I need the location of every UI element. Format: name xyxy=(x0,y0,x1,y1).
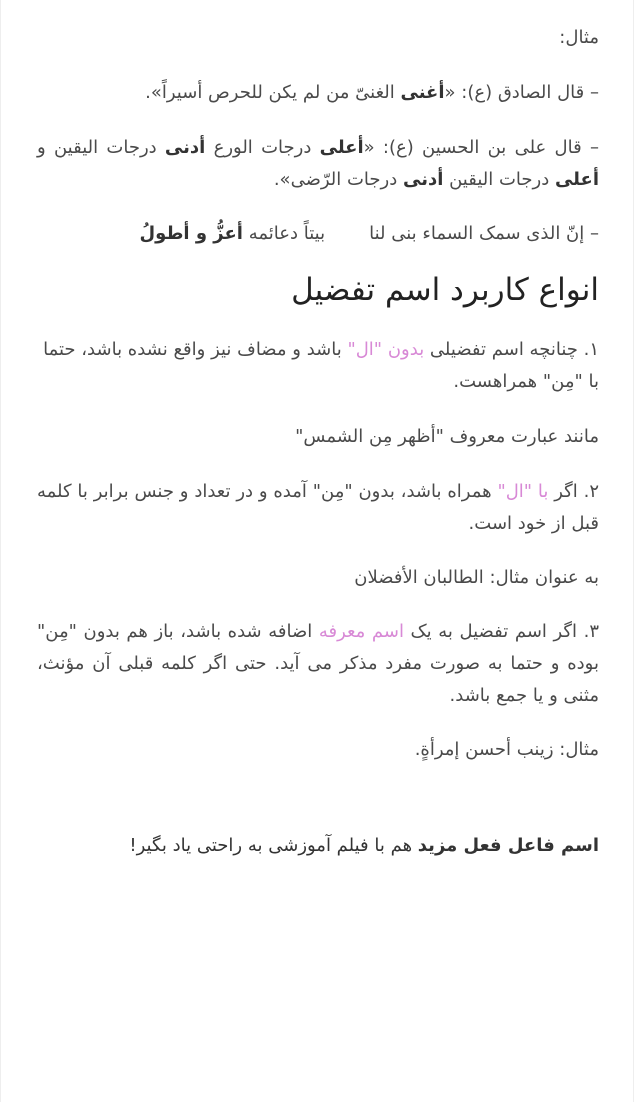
bold-word: أدنی xyxy=(402,169,444,190)
rule-1-example: مانند عبارت معروف "أظهر مِن الشمس" xyxy=(295,426,599,447)
rule-text: چنانچه اسم تفضیلی xyxy=(424,339,584,360)
highlight-text: اسم معرفه xyxy=(318,621,404,642)
rule-text: اضافه شده باشد، باز هم بدون "مِن" بوده و حتما به صورت مفرد مذکر می آید. حتی اگر کلمه قبلی آن مؤنث، مثنی و یا جمع باشد. xyxy=(37,621,599,706)
highlight-text: "ال" xyxy=(347,339,383,360)
rule-3 xyxy=(37,616,599,712)
rule-text: اگر اسم تفضیل به یک xyxy=(403,621,584,642)
highlight-text: بدون xyxy=(387,339,425,360)
promo-bold-text: اسم فاعل فعل مزید xyxy=(417,835,599,856)
section-heading: انواع کاربرد اسم تفضیل xyxy=(291,272,599,308)
bold-word: أدنی xyxy=(164,137,206,158)
poem-hemistich-1: – إنّ الذی سمک السماء بنی لنا xyxy=(369,223,599,244)
bold-word: أعلی xyxy=(319,137,364,158)
rule-number: ۳. xyxy=(583,621,599,642)
quote-text: درجات الرّضی». xyxy=(273,169,403,190)
promo-text: هم با فیلم آموزشی به راحتی یاد بگیر! xyxy=(129,835,418,856)
rule-1 xyxy=(37,334,599,398)
rule-number: ۲. xyxy=(583,481,599,502)
bold-word: أغنی xyxy=(400,82,445,103)
rule-number: ۱. xyxy=(583,339,599,360)
quote-sadiq xyxy=(37,77,599,109)
rule-2 xyxy=(37,476,599,540)
rule-2-example: به عنوان مثال: الطالبان الأفضلان xyxy=(354,567,599,588)
quote-text: – قال الصادق (ع): « xyxy=(444,82,599,103)
article-content xyxy=(37,22,599,862)
quote-text: درجات الیقین xyxy=(443,169,555,190)
quote-ali-ibn-husayn xyxy=(37,132,599,196)
rule-text: اگر xyxy=(548,481,584,502)
poem-hemistich-2: بیتاً دعائمه xyxy=(242,223,326,244)
quote-text: الغنیّ من لم یکن للحرص أسیراً». xyxy=(145,82,401,103)
bold-word: أعلی xyxy=(554,169,599,190)
example-label: مثال: xyxy=(559,27,599,48)
rule-text: همراه باشد، بدون "مِن" آمده و در تعداد و جنس برابر با کلمه قبل از خود است. xyxy=(37,481,599,534)
quote-text: درجات الورع xyxy=(205,137,320,158)
bold-word: أعزُّ و أطولُ xyxy=(139,223,243,244)
poem-verse xyxy=(37,218,599,250)
quote-text: درجات الیقین و xyxy=(37,137,165,158)
highlight-text: با xyxy=(537,481,549,502)
rule-3-example: مثال: زینب أحسن إمرأةٍ. xyxy=(414,739,599,760)
rule-text: باشد و مضاف نیز واقع نشده باشد، حتما با "مِن" همراهست. xyxy=(43,339,599,392)
footer-promo xyxy=(37,830,599,862)
highlight-text: "ال" xyxy=(497,481,533,502)
quote-text: – قال علی بن الحسین (ع): « xyxy=(363,137,599,158)
